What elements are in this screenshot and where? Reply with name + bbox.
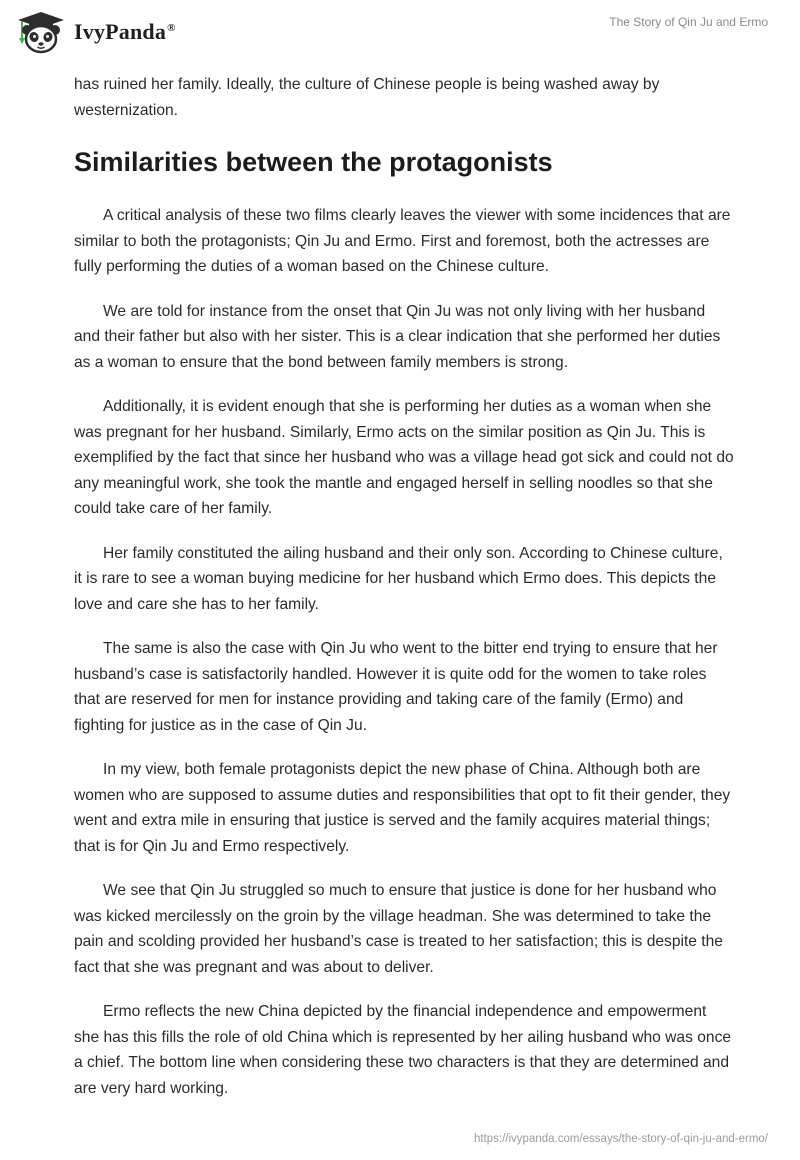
paragraph: We see that Qin Ju struggled so much to ensure that justice is done for her husband who was kicked mercilessly on the groin by the village headman. She was determined to take the pain and scolding provided her husband’s case is treated to her satisfaction; this is despite the fact that she was pregnant and was about to deliver. [74,882,723,976]
paragraph: The same is also the case with Qin Ju who went to the bitter end trying to ensure that her husband’s case is satisfactorily handled. However it is quite odd for the women to take roles that are reserved for men for instance providing and taking care of the family (Ermo) and fighting for justice as in the case of Qin Ju. [74,640,718,734]
section-heading: Similarities between the protagonists [74,147,553,177]
trademark-symbol: ® [167,21,176,34]
paragraph: Additionally, it is evident enough that she is performing her duties as a woman when she was pregnant for her husband. Similarly, Ermo acts on the similar position as Qin Ju. This is exemplified by the fact that since her husband who was a village head got sick and could not do any meaningful work, she took the mantle and engaged herself in selling noodles so that she could take care of her family. [74,398,734,517]
source-url-link[interactable]: https://ivypanda.com/essays/the-story-of-qin-ju-and-ermo/ [473,1133,768,1145]
intro-paragraph: has ruined her family. Ideally, the culture of Chinese people is being washed away by westernization. [74,76,660,119]
document-title: The Story of Qin Ju and Ermo [609,15,768,29]
panda-graduate-icon [14,10,68,54]
article-body [74,72,734,1120]
paragraph: In my view, both female protagonists depict the new phase of China. Although both are women who are supposed to assume duties and responsibilities that opt to fit their gender, they went and extra mile in ensuring that justice is served and the family acquires material things; that is for Qin Ju and Ermo respectively. [74,761,731,855]
paragraph: Ermo reflects the new China depicted by the financial independence and empowerment she has this fills the role of old China which is represented by her ailing husband who was once a chief. The bottom line when considering these two characters is that they are determined and are very hard working. [74,1003,732,1097]
paragraph: We are told for instance from the onset that Qin Ju was not only living with her husband and their father but also with her sister. This is a clear indication that she performed her duties as a woman to ensure that the bond between family members is strong. [74,302,721,371]
paragraph: A critical analysis of these two films clearly leaves the viewer with some incidences that are similar to both the protagonists; Qin Ju and Ermo. First and foremost, both the actresses are fully performing the duties of a woman based on the Chinese culture. [74,207,731,275]
brand-name: IvyPanda® [74,19,176,44]
paragraph: Her family constituted the ailing husband and their only son. According to Chinese culture, it is rare to see a woman buying medicine for her husband which Ermo does. This depicts the love and care she has to her family. [74,544,723,613]
site-logo[interactable] [14,10,176,54]
